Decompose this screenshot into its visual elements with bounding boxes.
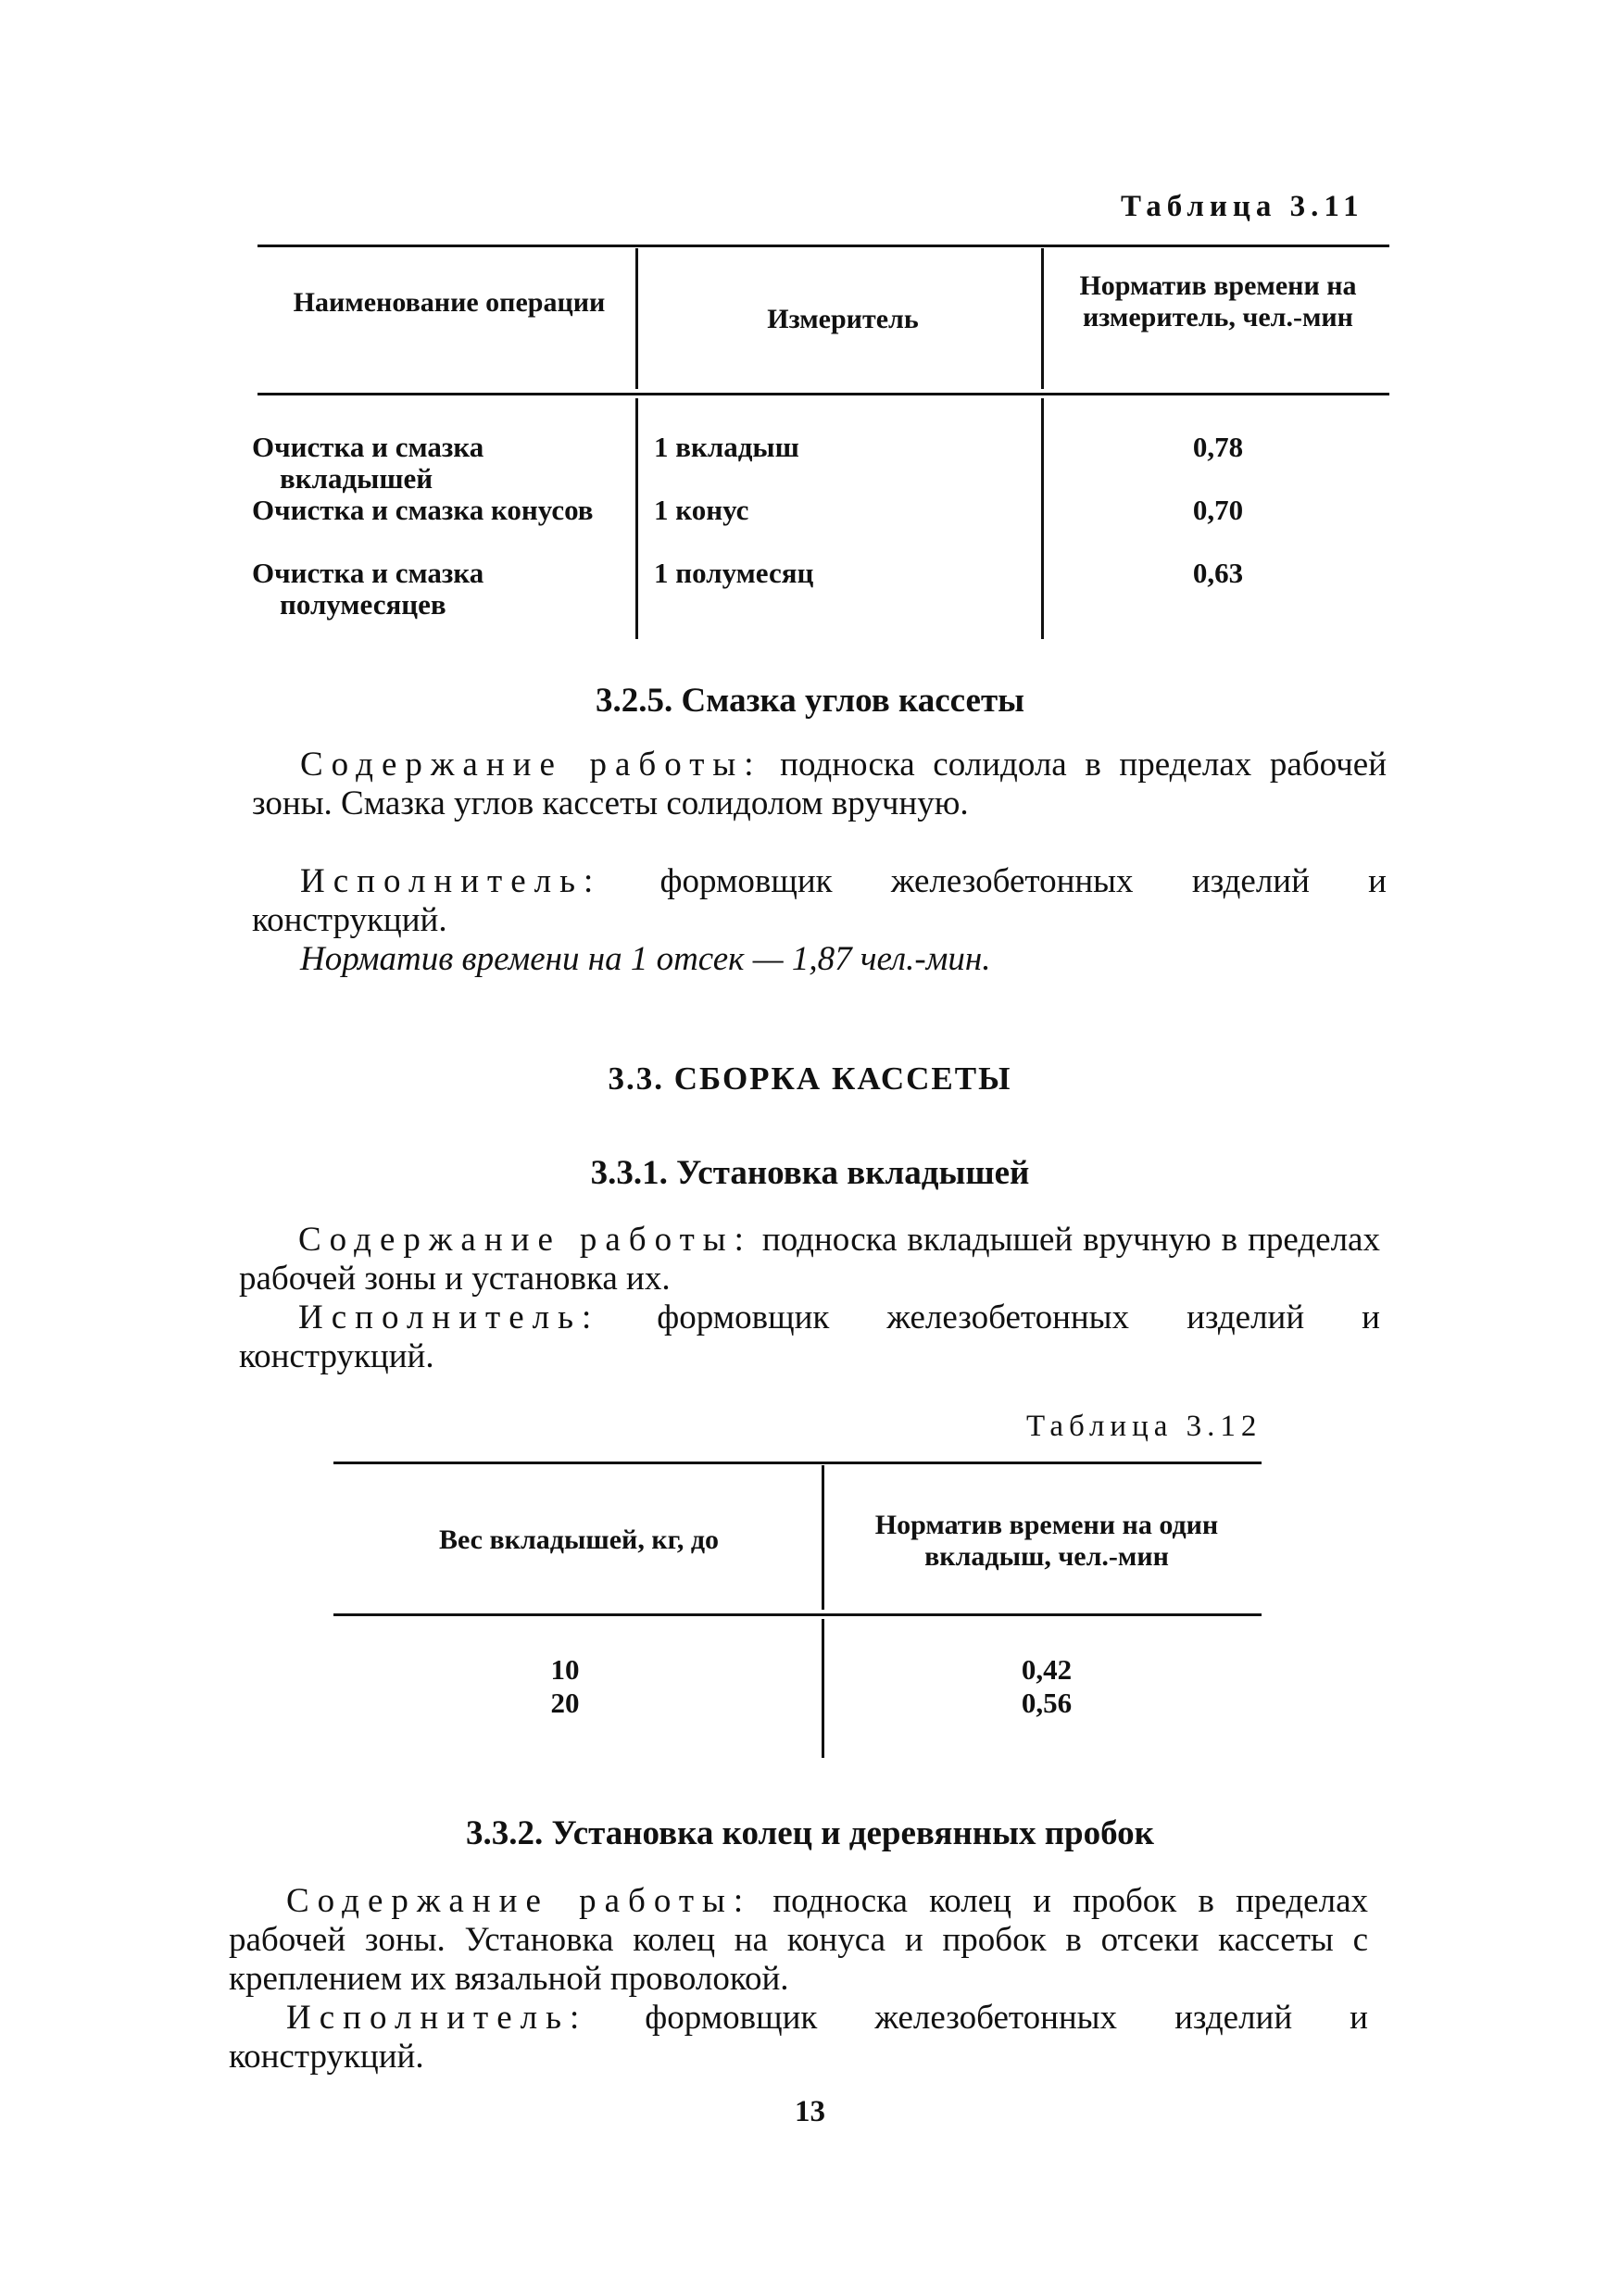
- section-3-3-1-content: [239, 1221, 1380, 1299]
- table-row-name: Очистка и смазка полумесяцев: [252, 557, 484, 621]
- table-row-unit: 1 полумесяц: [654, 557, 814, 589]
- executor-text: формовщик железобетонных изделий и конструкций.: [239, 1299, 1380, 1375]
- executor-text: формовщик железобетонных изделий и конструкций.: [252, 862, 1387, 939]
- table-row-weight: 10: [550, 1653, 580, 1686]
- executor-label: Исполнитель:: [298, 1299, 600, 1336]
- content-label: Содержание работы:: [286, 1882, 752, 1920]
- section-3-2-5-title: 3.2.5. Смазка углов кассеты: [595, 682, 1025, 720]
- table-3-11-header-rule: [257, 393, 1389, 395]
- table-3-11-col-divider: [1041, 398, 1044, 639]
- executor-label: Исполнитель:: [300, 862, 602, 900]
- section-3-2-5-executor: [252, 862, 1387, 940]
- content-label: Содержание работы:: [298, 1221, 752, 1259]
- executor-label: Исполнитель:: [286, 1999, 588, 2037]
- section-3-3-1-executor: [239, 1299, 1380, 1376]
- table-3-12-header-rule: [333, 1613, 1262, 1616]
- table-row-name: Очистка и смазка вкладышей: [252, 431, 484, 495]
- table-3-11-top-rule: [257, 245, 1389, 247]
- table-3-11-header-name: Наименование операции: [293, 287, 606, 318]
- section-3-3-2-executor: [229, 1999, 1368, 2076]
- table-3-12-col-divider: [822, 1619, 824, 1758]
- content-text: подноска колец и пробок в пределах рабочей зоны. Установка колец на конуса и пробок в отсеки кассеты с креплением их вязальной проволокой.: [229, 1882, 1368, 1998]
- table-3-11-col-divider: [635, 398, 638, 639]
- table-3-12-top-rule: [333, 1462, 1262, 1464]
- table-3-11-col-divider: [1041, 248, 1044, 389]
- content-text: подноска солидола в пределах рабочей зоны. Смазка углов кассеты солидолом вручную.: [252, 746, 1387, 822]
- table-3-12-caption: Таблица 3.12: [1026, 1410, 1262, 1443]
- executor-text: формовщик железобетонных изделий и конструкций.: [229, 1999, 1368, 2076]
- table-3-12-header-weight: Вес вкладышей, кг, до: [438, 1524, 720, 1555]
- section-3-3-2-content: [229, 1882, 1368, 1999]
- table-row-norm: 0,56: [1021, 1687, 1073, 1719]
- section-3-2-5-content: [252, 746, 1387, 823]
- table-row-norm: 0,63: [1192, 557, 1244, 589]
- content-text: подноска вкладышей вручную в пределах рабочей зоны и установка их.: [239, 1221, 1380, 1298]
- table-3-12-header-norm: Норматив времени на один вкладыш, чел.-мин: [874, 1510, 1219, 1572]
- table-row-norm: 0,78: [1192, 431, 1244, 463]
- section-3-3-title: 3.3. СБОРКА КАССЕТЫ: [608, 1060, 1012, 1097]
- section-3-3-1-title: 3.3.1. Установка вкладышей: [590, 1154, 1030, 1192]
- section-3-2-5-norm: Норматив времени на 1 отсек — 1,87 чел.-мин.: [300, 940, 991, 978]
- table-row-unit: 1 конус: [654, 494, 749, 526]
- table-row-norm: 0,70: [1192, 494, 1244, 526]
- table-row-weight: 20: [550, 1687, 580, 1719]
- table-3-12-col-divider: [822, 1465, 824, 1610]
- table-3-11-caption: Таблица 3.11: [1121, 190, 1364, 223]
- table-3-11-header-unit: Измеритель: [767, 304, 919, 334]
- table-3-11-header-norm: Норматив времени на измеритель, чел.-мин: [1079, 270, 1357, 332]
- table-row-name: Очистка и смазка конусов: [252, 494, 594, 526]
- content-label: Содержание работы:: [300, 746, 762, 784]
- section-3-3-2-title: 3.3.2. Установка колец и деревянных пробок: [466, 1814, 1154, 1852]
- table-row-unit: 1 вкладыш: [654, 431, 799, 463]
- table-row-norm: 0,42: [1021, 1653, 1073, 1686]
- page-number: 13: [795, 2095, 825, 2128]
- table-3-11-col-divider: [635, 248, 638, 389]
